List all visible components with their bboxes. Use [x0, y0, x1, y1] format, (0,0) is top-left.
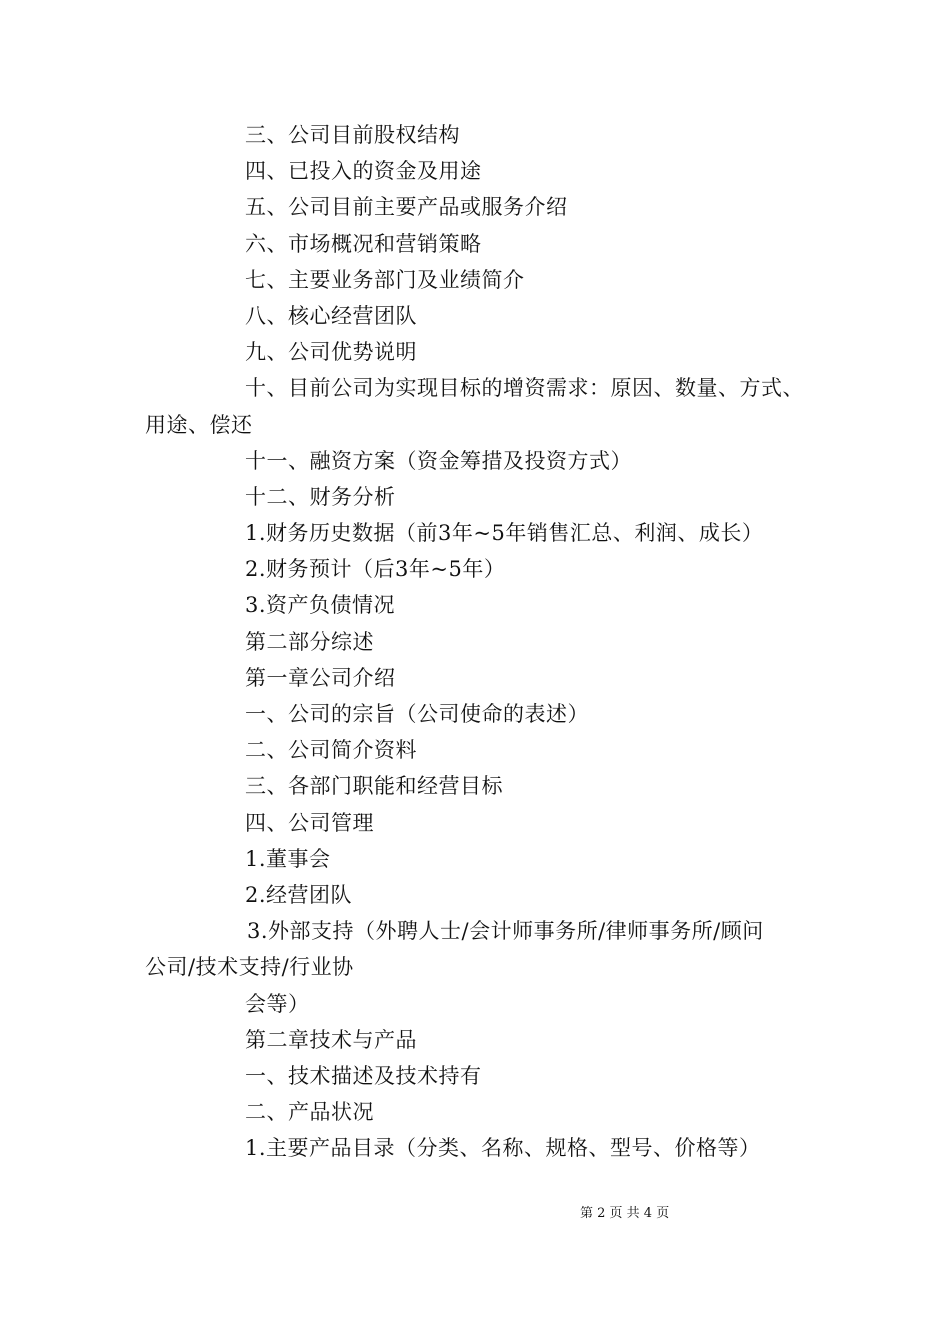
text-line: 3.资产负债情况: [245, 593, 396, 618]
text-line: 七、主要业务部门及业绩简介: [245, 267, 525, 292]
text-line: 用途、偿还: [145, 412, 253, 437]
text-line: 二、公司简介资料: [245, 738, 417, 763]
text-line: 十一、融资方案（资金筹措及投资方式）: [245, 448, 632, 473]
text-line: 1.主要产品目录（分类、名称、规格、型号、价格等）: [245, 1136, 761, 1161]
text-line: 1.财务历史数据（前3年~5年销售汇总、利润、成长）: [245, 521, 764, 546]
text-line: 第二部分综述: [245, 629, 374, 654]
text-line: 3.外部支持（外聘人士/会计师事务所/律师事务所/顾问: [247, 919, 764, 944]
text-line: 十二、财务分析: [245, 484, 396, 509]
text-line: 一、公司的宗旨（公司使命的表述）: [245, 702, 589, 726]
text-line: 第二章技术与产品: [245, 1027, 417, 1052]
text-line: 第一章公司介绍: [245, 665, 396, 690]
text-line: 五、公司目前主要产品或服务介绍: [245, 195, 568, 220]
text-line: 一、技术描述及技术持有: [245, 1063, 482, 1088]
text-line: 六、市场概况和营销策略: [245, 231, 482, 256]
text-line: 1.董事会: [245, 846, 331, 871]
document-body: [145, 117, 835, 1166]
text-line: 九、公司优势说明: [245, 340, 417, 365]
text-line: 二、产品状况: [245, 1100, 374, 1125]
text-line: 四、公司管理: [245, 810, 374, 835]
page-number-footer: 第 2 页 共 4 页: [580, 1206, 670, 1221]
text-line: 2.经营团队: [245, 882, 353, 907]
text-line: 三、各部门职能和经营目标: [245, 774, 503, 799]
text-line: 三、公司目前股权结构: [245, 123, 460, 147]
text-line: 四、已投入的资金及用途: [245, 159, 482, 184]
text-line: 2.财务预计（后3年~5年）: [245, 557, 506, 582]
text-line: 十、目前公司为实现目标的增资需求：原因、数量、方式、: [245, 376, 804, 401]
text-line: 公司/技术支持/行业协: [145, 955, 354, 980]
text-line: 会等）: [245, 991, 310, 1016]
text-line: 八、核心经营团队: [245, 303, 417, 328]
